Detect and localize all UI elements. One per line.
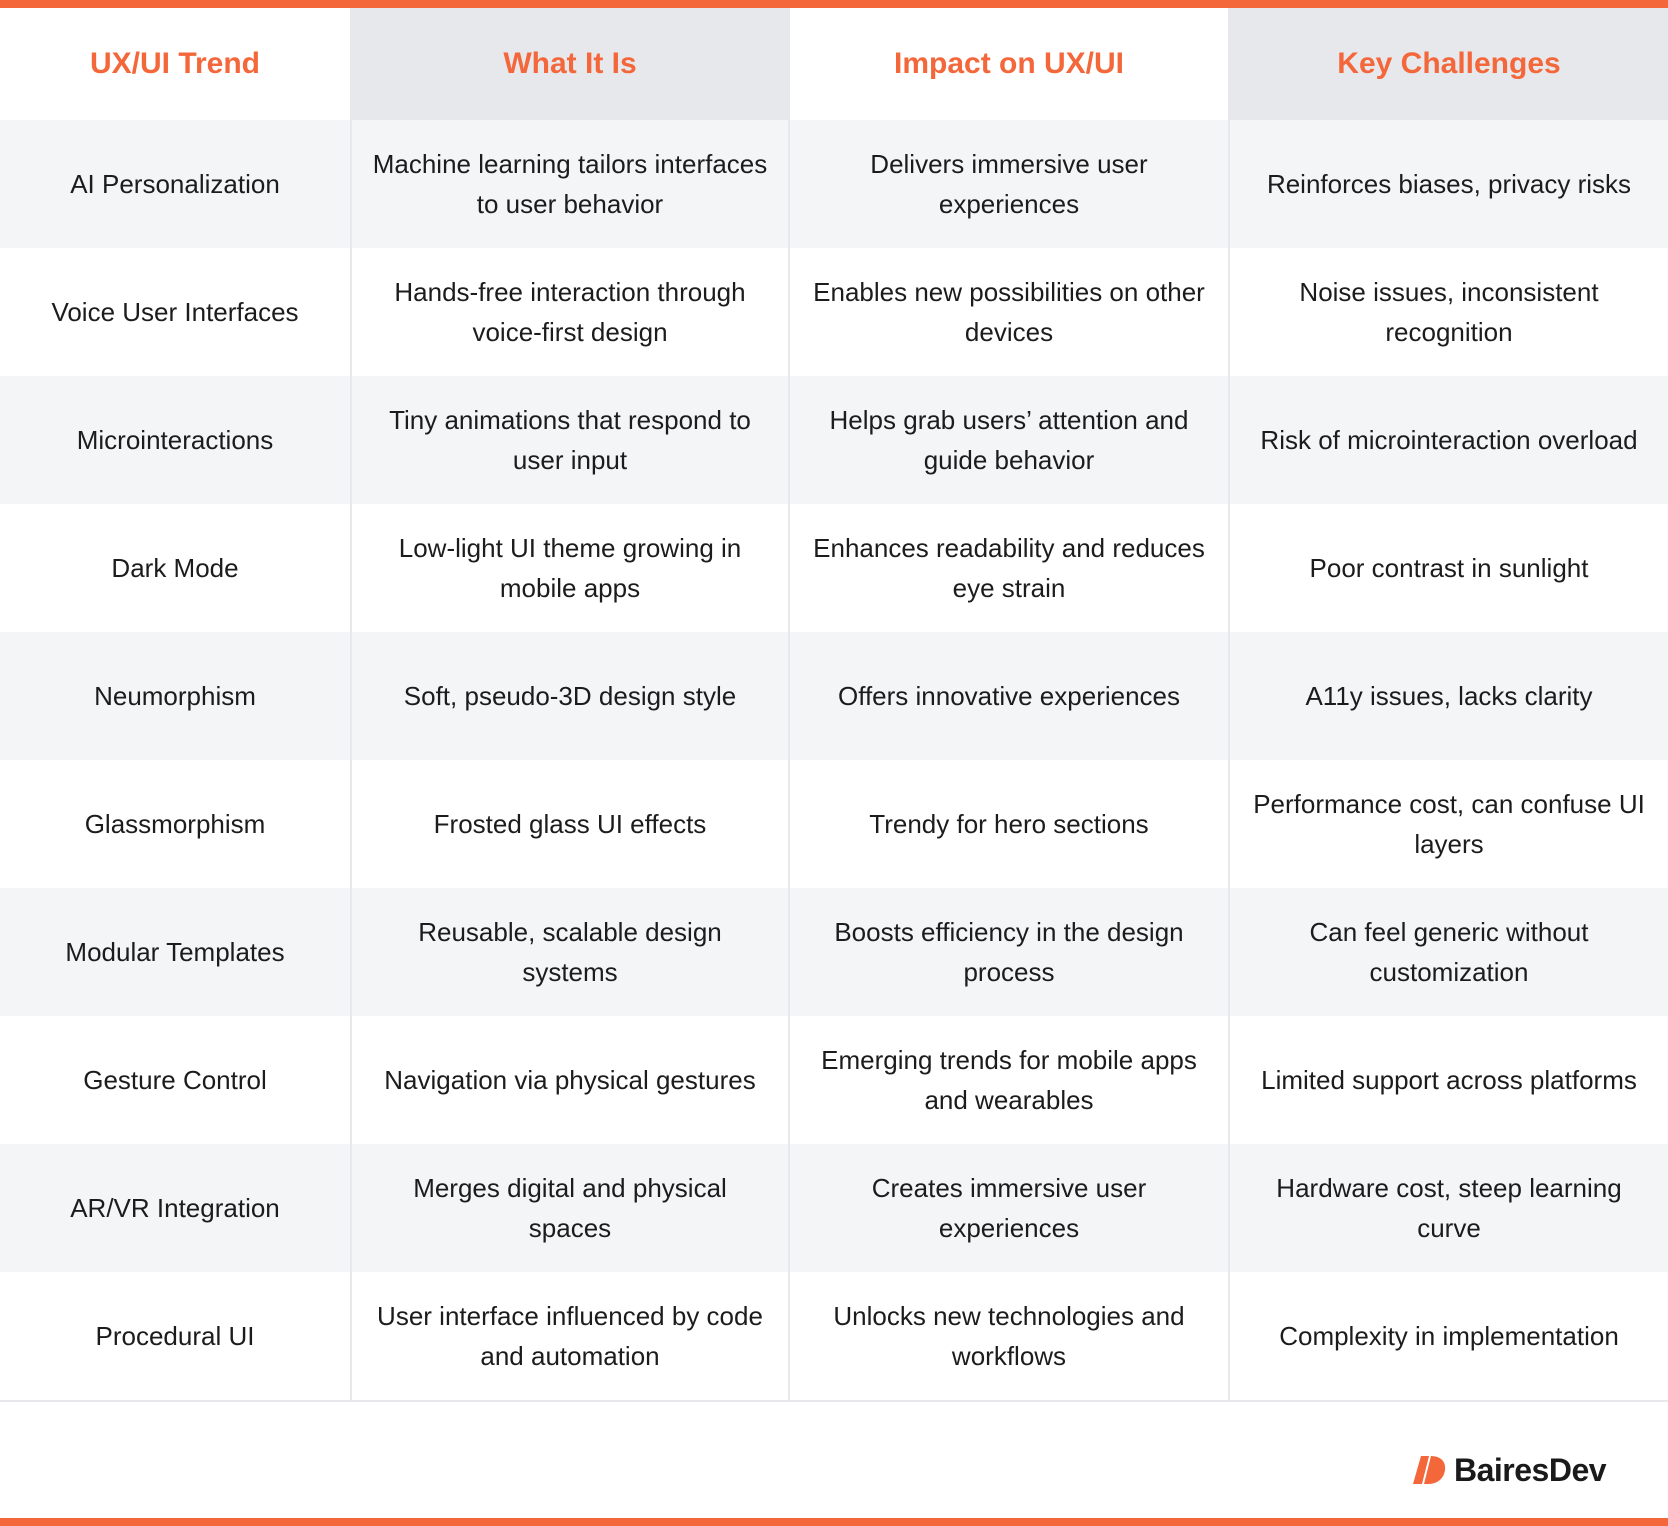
impact-cell: Enables new possibilities on other devices [789,248,1229,376]
table-row [0,1272,1668,1401]
what-it-is-cell: Tiny animations that respond to user input [351,376,789,504]
impact-cell: Enhances readability and reduces eye strain [789,504,1229,632]
table-row [0,760,1668,888]
challenges-cell: Can feel generic without customization [1229,888,1668,1016]
what-it-is-cell: Low-light UI theme growing in mobile apps [351,504,789,632]
what-it-is-cell: Soft, pseudo-3D design style [351,632,789,760]
impact-cell: Offers innovative experiences [789,632,1229,760]
impact-cell: Emerging trends for mobile apps and wearables [789,1016,1229,1144]
what-it-is-cell: Merges digital and physical spaces [351,1144,789,1272]
trend-cell: Modular Templates [0,888,351,1016]
challenges-cell: Limited support across platforms [1229,1016,1668,1144]
challenges-cell: A11y issues, lacks clarity [1229,632,1668,760]
impact-cell: Trendy for hero sections [789,760,1229,888]
what-it-is-cell: Hands-free interaction through voice-first design [351,248,789,376]
impact-cell: Creates immersive user experiences [789,1144,1229,1272]
what-it-is-cell: Machine learning tailors interfaces to user behavior [351,120,789,248]
table-row [0,376,1668,504]
table-row [0,1144,1668,1272]
brand-name: BairesDev [1454,1451,1607,1488]
bairesdev-logo-icon [1412,1455,1446,1485]
what-it-is-cell: Frosted glass UI effects [351,760,789,888]
impact-cell: Helps grab users’ attention and guide behavior [789,376,1229,504]
table-row [0,248,1668,376]
impact-cell: Boosts efficiency in the design process [789,888,1229,1016]
trend-cell: Microinteractions [0,376,351,504]
trend-cell: AI Personalization [0,120,351,248]
header-key-challenges: Key Challenges [1229,8,1668,120]
bairesdev-logo [1412,1448,1606,1492]
trend-cell: Gesture Control [0,1016,351,1144]
header-trend: UX/UI Trend [0,8,351,120]
table-row [0,120,1668,248]
table-header-row [0,8,1668,120]
challenges-cell: Noise issues, inconsistent recognition [1229,248,1668,376]
challenges-cell: Hardware cost, steep learning curve [1229,1144,1668,1272]
what-it-is-cell: User interface influenced by code and automation [351,1272,789,1401]
impact-cell: Unlocks new technologies and workflows [789,1272,1229,1401]
challenges-cell: Complexity in implementation [1229,1272,1668,1401]
challenges-cell: Reinforces biases, privacy risks [1229,120,1668,248]
challenges-cell: Performance cost, can confuse UI layers [1229,760,1668,888]
header-what-it-is: What It Is [351,8,789,120]
what-it-is-cell: Navigation via physical gestures [351,1016,789,1144]
trend-cell: Dark Mode [0,504,351,632]
what-it-is-cell: Reusable, scalable design systems [351,888,789,1016]
trend-cell: Neumorphism [0,632,351,760]
ux-trends-table [0,8,1668,1402]
top-accent-bar [0,0,1668,8]
challenges-cell: Poor contrast in sunlight [1229,504,1668,632]
trend-cell: Voice User Interfaces [0,248,351,376]
header-impact: Impact on UX/UI [789,8,1229,120]
trend-cell: Glassmorphism [0,760,351,888]
impact-cell: Delivers immersive user experiences [789,120,1229,248]
trend-cell: Procedural UI [0,1272,351,1401]
table-row [0,632,1668,760]
bottom-accent-bar [0,1518,1668,1526]
table-row [0,504,1668,632]
challenges-cell: Risk of microinteraction overload [1229,376,1668,504]
table-row [0,1016,1668,1144]
table-row [0,888,1668,1016]
trend-cell: AR/VR Integration [0,1144,351,1272]
